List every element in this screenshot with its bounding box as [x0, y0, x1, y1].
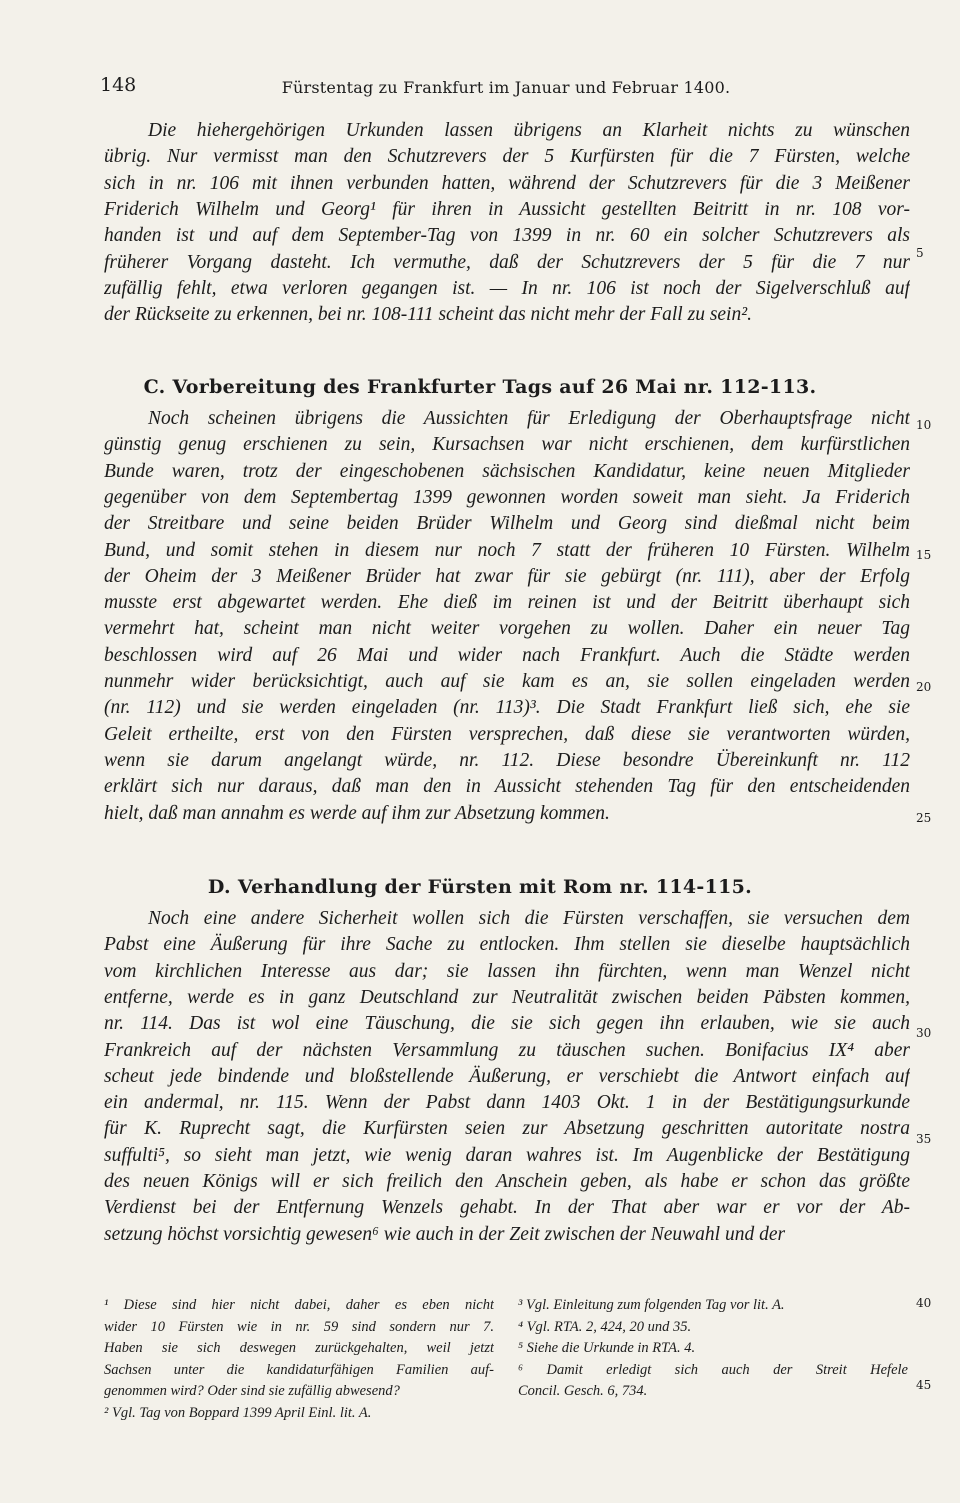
text-line: früherer Vorgang dasteht. Ich vermuthe, daß der Schutzrevers der 5 für die 7 nur [104, 251, 910, 273]
footnote-line: ² Vgl. Tag von Boppard 1399 April Einl. lit. A. [104, 1404, 372, 1421]
text-line: wenn sie darum angelangt würde, nr. 112. Diese besondre Übereinkunft nr. 112 [104, 749, 910, 771]
text-line: Bund, und somit stehen in diesem nur noch 7 statt der früheren 10 Fürsten. Wilhelm [104, 539, 910, 561]
footnote-line: ⁴ Vgl. RTA. 2, 424, 20 und 35. [518, 1318, 692, 1335]
footnote-line: Concil. Gesch. 6, 734. [518, 1383, 648, 1399]
footnote-line: ⁵ Siehe die Urkunde in RTA. 4. [518, 1340, 696, 1356]
section-heading-d: D. Verhandlung der Fürsten mit Rom nr. 114-115. [207, 876, 753, 898]
line-number-35: 35 [916, 1132, 932, 1146]
text-line: des neuen Königs will er sich freilich den Anschein geben, als habe er schon das größte [104, 1171, 910, 1192]
footnote-line: genommen wird? Oder sind sie zufällig abwesend? [104, 1383, 400, 1399]
text-line: der Streitbare und seine beiden Brüder Wilhelm und Georg sind dießmal nicht beim [104, 513, 910, 535]
footnote-line: wider 10 Fürsten wie in nr. 59 sind sondern nur 7. [104, 1318, 494, 1335]
footnote-line: Haben sie sich deswegen zurückgehalten, weil jetzt [104, 1340, 494, 1356]
text-line: Pabst eine Äußerung für ihre Sache zu entlocken. Ihm stellen sie dieselbe hauptsächlich [104, 934, 910, 956]
text-line: Bunde waren, trotz der eingeschobenen sächsischen Kandidatur, keine neuen Mitglieder [104, 460, 910, 482]
text-line: zufällig fehlt, etwa verloren gegangen ist. — In nr. 106 ist noch der Sigelverschluß auf [104, 277, 910, 299]
footnote-line: Sachsen unter die kandidaturfähigen Familien auf- [104, 1361, 494, 1378]
text-line: hielt, daß man annahm es werde auf ihm zur Absetzung kommen. [104, 802, 610, 824]
line-number-10: 10 [916, 418, 932, 432]
text-line: (nr. 112) und sie werden eingeladen (nr. 113)³. Die Stadt Frankfurt ließ sich, ehe sie [104, 697, 910, 719]
line-number-30: 30 [916, 1026, 932, 1040]
text-line: Frankreich auf der nächsten Versammlung zu täuschen suchen. Bonifacius IX⁴ aber [104, 1039, 910, 1061]
text-line: gegenüber von dem Septembertag 1399 gewonnen worden soweit man sieht. Ja Friderich [104, 486, 910, 508]
page-number: 148 [100, 74, 137, 96]
line-number-5: 5 [916, 246, 924, 260]
text-line: der Oheim der 3 Meißener Brüder hat zwar für sie gebürgt (nr. 111), aber der Erfolg [104, 565, 910, 587]
text-line: ein andermal, nr. 115. Wenn der Pabst dann 1403 Okt. 1 in der Bestätigungsurkunde [104, 1092, 910, 1114]
text-line: Noch eine andere Sicherheit wollen sich die Fürsten verschaffen, sie versuchen dem [148, 908, 910, 929]
text-line: Noch scheinen übrigens die Aussichten für Erledigung der Oberhauptsfrage nicht [148, 408, 910, 429]
text-line: nr. 114. Das ist wol eine Täuschung, die sie sich gegen ihn erlauben, wie sie auch [104, 1013, 910, 1035]
text-line: suffulti⁵, so sieht man jetzt, wie wenig daran wahres ist. Im Augenblicke der Bestätigung [104, 1144, 910, 1166]
text-line: Geleit ertheilte, erst von den Fürsten versprechen, daß diese sie verantworten würden, [104, 723, 910, 745]
line-number-25: 25 [916, 811, 932, 825]
text-line: beschlossen wird auf 26 Mai und wider nach Frankfurt. Auch die Städte werden [104, 644, 910, 666]
section-heading-c: C. Vorbereitung des Frankfurter Tags auf 26 Mai nr. 112-113. [143, 376, 817, 398]
footnote-line: ¹ Diese sind hier nicht dabei, daher es eben nicht [104, 1297, 494, 1313]
text-line: entferne, werde es in ganz Deutschland zur Neutralität zwischen beiden Päbsten kommen, [104, 986, 910, 1008]
line-number-20: 20 [916, 680, 932, 694]
text-line: scheut jede bindende und bloßstellende Äußerung, er verschiebt die Antwort einfach auf [104, 1065, 910, 1087]
line-number-45: 45 [916, 1378, 932, 1392]
text-line: musste erst abgewartet werden. Ehe dieß im reinen ist und der Beitritt überhaupt sich [104, 592, 910, 614]
text-line: Verdienst bei der Entfernung Wenzels gehabt. In der That aber war er vor der Ab- [104, 1197, 910, 1219]
text-line: Friderich Wilhelm und Georg¹ für ihren in Aussicht gestellten Beitritt in nr. 108 vor- [104, 198, 910, 220]
text-line: der Rückseite zu erkennen, bei nr. 108-111 scheint das nicht mehr der Fall zu sein². [104, 304, 752, 326]
text-line: für K. Ruprecht sagt, die Kurfürsten seien zur Absetzung geschritten autoritate nostra [104, 1118, 910, 1140]
page-header [100, 74, 912, 104]
text-line: handen ist und auf dem September-Tag von 1399 in nr. 60 ein solcher Schutzrevers als [104, 225, 910, 247]
text-line: Die hiehergehörigen Urkunden lassen übrigens an Klarheit nichts zu wünschen [148, 120, 910, 141]
footnote-line: ³ Vgl. Einleitung zum folgenden Tag vor lit. A. [518, 1297, 785, 1313]
text-line: übrig. Nur vermisst man den Schutzrevers der 5 Kurfürsten für die 7 Fürsten, welche [104, 146, 910, 168]
text-line: günstig genug erschienen zu sein, Kursachsen war nicht erschienen, dem kurfürstlichen [104, 434, 910, 456]
footnote-line: ⁶ Damit erledigt sich auch der Streit Hefele [518, 1361, 908, 1378]
text-line: setzung höchst vorsichtig gewesen⁶ wie auch in der Zeit zwischen der Neuwahl und der [104, 1223, 786, 1245]
text-line: vermehrt hat, scheint man nicht weiter vorgehen zu wollen. Daher ein neuer Tag [104, 618, 910, 640]
running-title: Fürstentag zu Frankfurt im Januar und Februar 1400. [281, 78, 731, 97]
line-number-40: 40 [916, 1296, 932, 1310]
text-line: nunmehr wider berücksichtigt, auch auf sie kam es an, sie sollen eingeladen werden [104, 671, 910, 692]
text-line: vom kirchlichen Interesse aus dar; sie lassen ihn fürchten, wenn man Wenzel nicht [104, 960, 910, 982]
text-line: sich in nr. 106 mit ihnen verbunden hatten, während der Schutzrevers für die 3 Meißener [104, 172, 910, 194]
text-line: erklärt sich nur daraus, daß man den in Aussicht stehenden Tag für den entscheidenden [104, 776, 910, 798]
line-number-15: 15 [916, 548, 932, 562]
